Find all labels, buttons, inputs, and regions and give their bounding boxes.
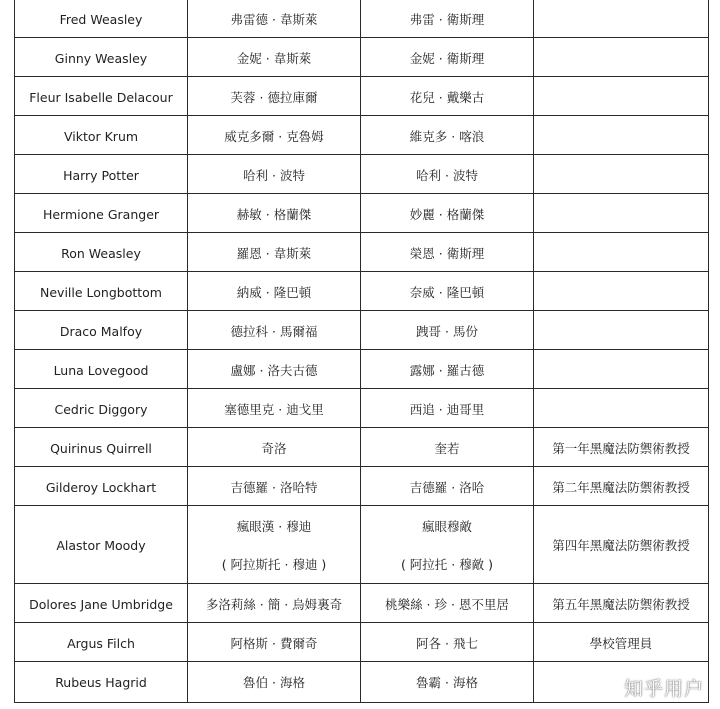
character-names-table bbox=[14, 0, 709, 703]
taiwan-translation-cell: 弗雷 · 衛斯理 bbox=[361, 0, 534, 38]
table-row bbox=[15, 77, 709, 116]
mainland-translation-cell: 赫敏 · 格蘭傑 bbox=[188, 194, 361, 233]
mainland-translation-cell: 哈利 · 波特 bbox=[188, 155, 361, 194]
mainland-translation-cell: 德拉科 · 馬爾福 bbox=[188, 311, 361, 350]
mainland-translation-cell: 羅恩 · 韋斯萊 bbox=[188, 233, 361, 272]
table-row bbox=[15, 194, 709, 233]
mainland-translation-cell: 納威 · 隆巴頓 bbox=[188, 272, 361, 311]
translation-line: 瘋眼漢 · 穆迪 bbox=[236, 519, 312, 534]
role-cell: 第一年黑魔法防禦術教授 bbox=[534, 428, 709, 467]
taiwan-translation-cell: 花兒 · 戴樂古 bbox=[361, 77, 534, 116]
translation-note: ( 阿拉托 · 穆敵 ) bbox=[400, 557, 494, 572]
english-name-cell: Draco Malfoy bbox=[15, 311, 188, 350]
mainland-translation-cell: 塞德里克 · 迪戈里 bbox=[188, 389, 361, 428]
english-name-cell: Dolores Jane Umbridge bbox=[15, 584, 188, 623]
table-row bbox=[15, 584, 709, 623]
english-name-cell: Quirinus Quirrell bbox=[15, 428, 188, 467]
role-cell bbox=[534, 272, 709, 311]
table-row bbox=[15, 155, 709, 194]
role-cell: 學校管理員 bbox=[534, 623, 709, 662]
mainland-translation-cell: 金妮 · 韋斯萊 bbox=[188, 38, 361, 77]
taiwan-translation-cell: 西追 · 迪哥里 bbox=[361, 389, 534, 428]
table-row bbox=[15, 467, 709, 506]
taiwan-translation-cell: 桃樂絲 · 珍 · 恩不里居 bbox=[361, 584, 534, 623]
taiwan-translation-cell: 妙麗 · 格蘭傑 bbox=[361, 194, 534, 233]
mainland-translation-cell: 阿格斯 · 費爾奇 bbox=[188, 623, 361, 662]
english-name-cell: Fleur Isabelle Delacour bbox=[15, 77, 188, 116]
mainland-translation-cell: 芙蓉 · 德拉庫爾 bbox=[188, 77, 361, 116]
table-row bbox=[15, 428, 709, 467]
role-cell bbox=[534, 233, 709, 272]
taiwan-translation-cell bbox=[361, 506, 534, 584]
table-row bbox=[15, 623, 709, 662]
english-name-cell: Neville Longbottom bbox=[15, 272, 188, 311]
table-row bbox=[15, 0, 709, 38]
role-cell bbox=[534, 38, 709, 77]
mainland-translation-cell: 奇洛 bbox=[188, 428, 361, 467]
role-cell bbox=[534, 194, 709, 233]
table-row bbox=[15, 311, 709, 350]
taiwan-translation-cell: 奈威 · 隆巴頓 bbox=[361, 272, 534, 311]
role-cell bbox=[534, 77, 709, 116]
taiwan-translation-cell: 吉德羅 · 洛哈 bbox=[361, 467, 534, 506]
table-row bbox=[15, 272, 709, 311]
role-cell bbox=[534, 155, 709, 194]
english-name-cell: Argus Filch bbox=[15, 623, 188, 662]
mainland-translation-cell: 魯伯 · 海格 bbox=[188, 662, 361, 703]
taiwan-translation-cell: 維克多 · 喀浪 bbox=[361, 116, 534, 155]
translation-note: ( 阿拉斯托 · 穆迪 ) bbox=[221, 557, 327, 572]
mainland-translation-cell: 多洛莉絲 · 簡 · 烏姆裏奇 bbox=[188, 584, 361, 623]
english-name-cell: Gilderoy Lockhart bbox=[15, 467, 188, 506]
mainland-translation-cell: 弗雷德 · 韋斯萊 bbox=[188, 0, 361, 38]
role-cell bbox=[534, 389, 709, 428]
role-cell bbox=[534, 350, 709, 389]
english-name-cell: Cedric Diggory bbox=[15, 389, 188, 428]
taiwan-translation-cell: 魯霸 · 海格 bbox=[361, 662, 534, 703]
english-name-cell: Harry Potter bbox=[15, 155, 188, 194]
english-name-cell: Rubeus Hagrid bbox=[15, 662, 188, 703]
english-name-cell: Viktor Krum bbox=[15, 116, 188, 155]
role-cell bbox=[534, 0, 709, 38]
role-cell: 第二年黑魔法防禦術教授 bbox=[534, 467, 709, 506]
mainland-translation-cell: 吉德羅 · 洛哈特 bbox=[188, 467, 361, 506]
role-cell bbox=[534, 116, 709, 155]
role-cell: 第四年黑魔法防禦術教授 bbox=[534, 506, 709, 584]
table-row bbox=[15, 38, 709, 77]
table-row bbox=[15, 233, 709, 272]
english-name-cell: Ginny Weasley bbox=[15, 38, 188, 77]
translation-line: 瘋眼穆敵 bbox=[421, 519, 472, 534]
taiwan-translation-cell: 奎若 bbox=[361, 428, 534, 467]
mainland-translation-cell: 盧娜 · 洛夫古德 bbox=[188, 350, 361, 389]
role-cell: 第五年黑魔法防禦術教授 bbox=[534, 584, 709, 623]
table-row bbox=[15, 662, 709, 703]
mainland-translation-cell bbox=[188, 506, 361, 584]
table-body bbox=[15, 0, 709, 703]
table-row bbox=[15, 506, 709, 584]
taiwan-translation-cell: 露娜 · 羅古德 bbox=[361, 350, 534, 389]
taiwan-translation-cell: 榮恩 · 衛斯理 bbox=[361, 233, 534, 272]
english-name-cell: Hermione Granger bbox=[15, 194, 188, 233]
table-row bbox=[15, 389, 709, 428]
table-row bbox=[15, 350, 709, 389]
english-name-cell: Alastor Moody bbox=[15, 506, 188, 584]
taiwan-translation-cell: 阿各 · 飛七 bbox=[361, 623, 534, 662]
taiwan-translation-cell: 跩哥 · 馬份 bbox=[361, 311, 534, 350]
role-cell bbox=[534, 311, 709, 350]
watermark: 知乎用户 bbox=[623, 678, 704, 700]
english-name-cell: Luna Lovegood bbox=[15, 350, 188, 389]
taiwan-translation-cell: 金妮 · 衛斯理 bbox=[361, 38, 534, 77]
taiwan-translation-cell: 哈利 · 波特 bbox=[361, 155, 534, 194]
table-row bbox=[15, 116, 709, 155]
english-name-cell: Fred Weasley bbox=[15, 0, 188, 38]
english-name-cell: Ron Weasley bbox=[15, 233, 188, 272]
mainland-translation-cell: 威克多爾 · 克魯姆 bbox=[188, 116, 361, 155]
